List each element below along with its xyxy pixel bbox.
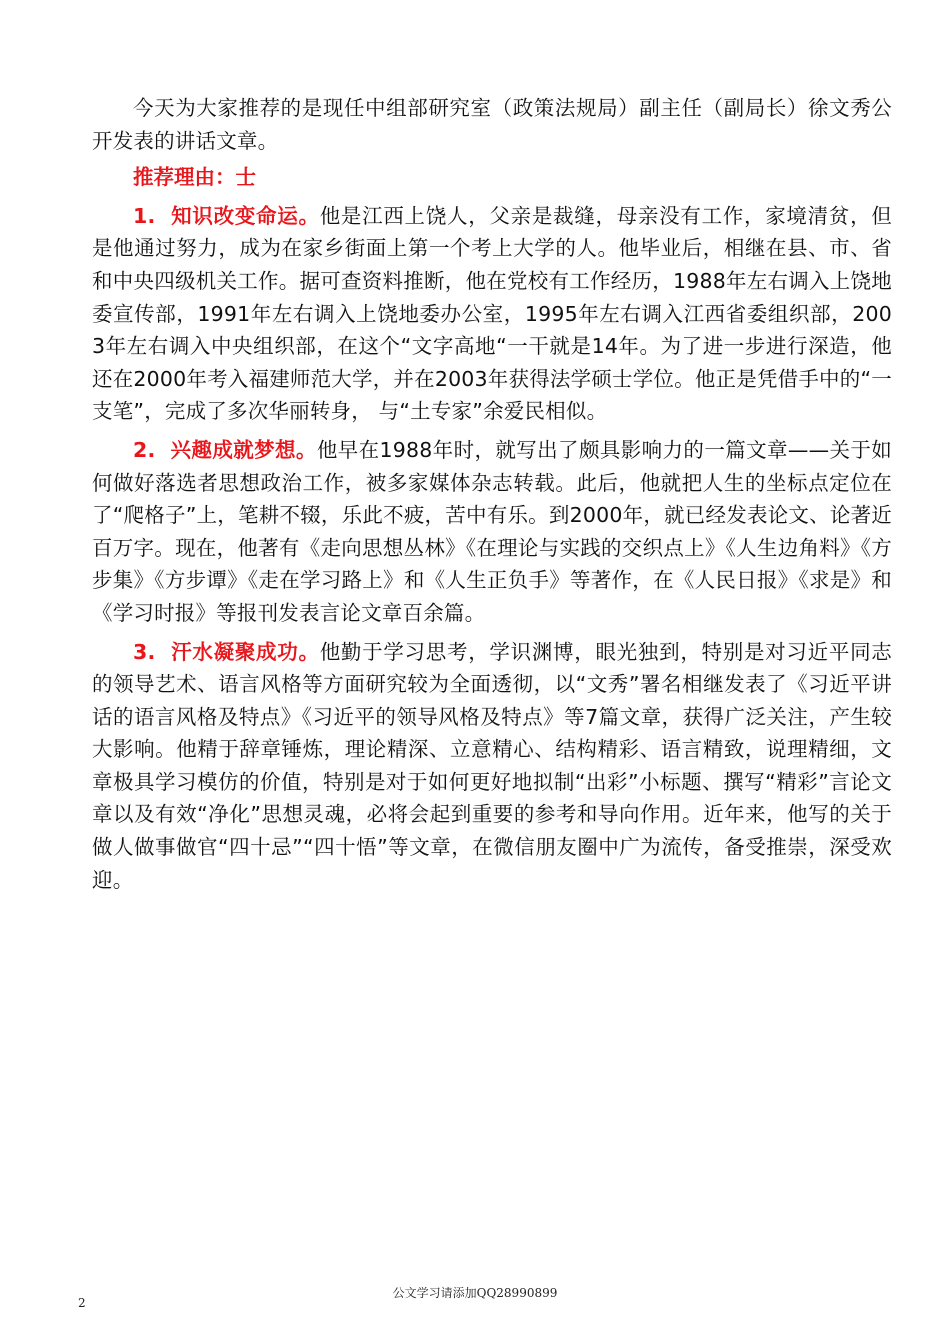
section-2-title: 兴趣成就梦想。 — [170, 437, 317, 462]
section-2-number: 2. — [133, 437, 156, 462]
page-number: 2 — [78, 1296, 86, 1310]
section-1-body: 他是江西上饶人，父亲是裁缝，母亲没有工作，家境清贫，但是他通过努力，成为在家乡街面上第一个考上大学的人。他毕业后，相继在县、市、省和中央四级机关工作。据可查资料推断，他在党校有工作经历，1988年左右调入上饶地委宣传部，1991年左右调入上饶地委办公室，1995年左右调入江西省委组织部，2003年左右调入中央组织部，在这个“文字高地“一干就是14年。为了进一步进行深造，他还在2000年考入福建师范大学，并在2003年获得法学硕士学位。他正是凭借手中的“一支笔”，完成了多次华丽转身， 与“土专家”余爱民相似。 — [92, 203, 892, 424]
section-3-title: 汗水凝聚成功。 — [171, 639, 320, 664]
footer-note: 公文学习请添加QQ28990899 — [392, 1286, 558, 1300]
section-1 — [92, 200, 892, 428]
section-3-body: 他勤于学习思考，学识渊博，眼光独到，特别是对习近平同志的领导艺术、语言风格等方面研究较为全面透彻，以“文秀”署名相继发表了《习近平讲话的语言风格及特点》《习近平的领导风格及特点》等7篇文章，获得广泛关注，产生较大影响。他精于辞章锤炼，理论精深、立意精心、结构精彩、语言精致，说理精细，文章极具学习模仿的价值，特别是对于如何更好地拟制“出彩”小标题、撰写“精彩”言论文章以及有效“净化”思想灵魂，必将会起到重要的参考和导向作用。近年来，他写的关于做人做事做官“四十忌”“四十悟”等文章，在微信朋友圈中广为流传，备受推崇，深受欢迎。 — [92, 639, 892, 892]
section-1-number: 1. — [133, 203, 156, 228]
section-3-number: 3. — [133, 639, 156, 664]
section-1-title: 知识改变命运。 — [171, 203, 320, 228]
intro-paragraph: 今天为大家推荐的是现任中组部研究室（政策法规局）副主任（副局长）徐文秀公开发表的讲话文章。 — [92, 96, 892, 153]
section-3 — [92, 636, 892, 897]
section-2-body: 他早在1988年时，就写出了颇具影响力的一篇文章——关于如何做好落选者思想政治工作，被多家媒体杂志转载。此后，他就把人生的坐标点定位在了“爬格子”上，笔耕不辍，乐此不疲，苦中有乐。到2000年，就已经发表论文、论著近百万字。现在，他著有《走向思想丛林》《在理论与实践的交织点上》《人生边角料》《方步集》《方步谭》《走在学习路上》和《人生正负手》等著作，在《人民日报》《求是》和《学习时报》等报刊发表言论文章百余篇。 — [92, 437, 892, 625]
reasons-heading — [92, 161, 892, 194]
reasons-heading-text: 推荐理由：士 — [133, 165, 256, 190]
document-body — [92, 92, 892, 896]
section-2 — [92, 434, 892, 630]
